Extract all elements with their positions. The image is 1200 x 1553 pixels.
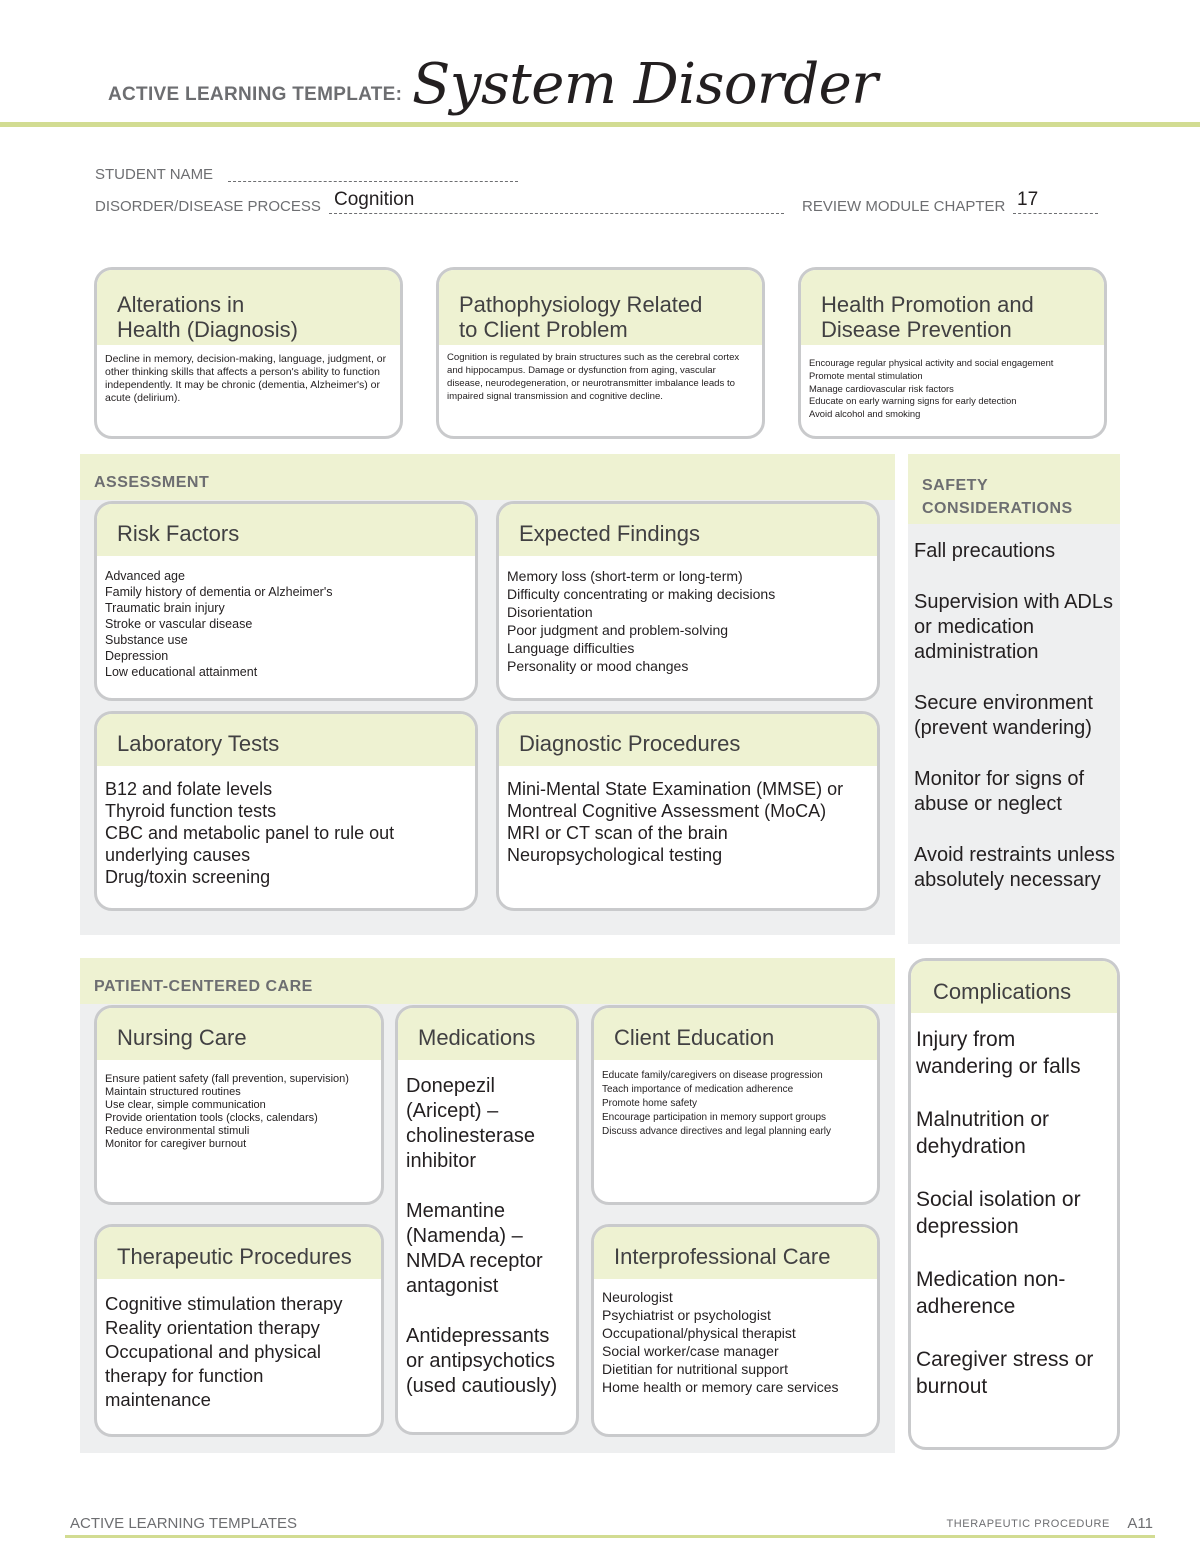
list-item: Encourage participation in memory support groups [602,1112,827,1123]
list-item: Educate on early warning signs for early detection [809,395,1017,407]
client-education-list [594,1060,877,1139]
complications-list [911,1013,1117,1400]
list-item: Stroke or vascular disease [105,617,253,631]
student-name-label: STUDENT NAME [95,166,214,183]
list-item: Advanced age [105,569,185,583]
list-item: Reduce environmental stimuli [105,1125,250,1137]
list-item: Mini-Mental State Examination (MMSE) or Montreal Cognitive Assessment (MoCA) [507,779,844,821]
alterations-box [94,267,403,439]
alterations-title-1: Alterations in [117,292,245,317]
pathophysiology-title-1: Pathophysiology Related [459,292,703,317]
list-item: Difficulty concentrating or making decisions [507,586,776,602]
list-item: Teach importance of medication adherence [602,1084,794,1095]
list-item: Fall precautions [914,540,1056,562]
expected-findings-box [496,501,880,701]
disorder-label: DISORDER/DISEASE PROCESS [95,198,321,215]
nursing-care-list [97,1060,381,1151]
diagnostic-procedures-box [496,711,880,911]
health-promotion-list [801,345,1104,421]
list-item: Neuropsychological testing [507,845,723,865]
list-item: Depression [105,649,169,663]
list-item: Caregiver stress or burnout [916,1348,1094,1398]
list-item: Ensure patient safety (fall prevention, supervision) [105,1073,349,1085]
list-item: Avoid alcohol and smoking [809,408,921,420]
list-item: Encourage regular physical activity and social engagement [809,357,1054,368]
list-item: Neurologist [602,1289,673,1305]
list-item: Traumatic brain injury [105,601,225,615]
list-item: Provide orientation tools (clocks, calendars) [105,1112,318,1124]
chapter-label: REVIEW MODULE CHAPTER [802,198,1006,215]
list-item: Poor judgment and problem-solving [507,622,729,638]
complications-title: Complications [911,961,1117,1013]
complications-box [908,958,1120,1450]
list-item: Memantine (Namenda) – NMDA receptor antagonist [406,1200,543,1297]
list-item: Social isolation or depression [916,1188,1081,1238]
list-item: Family history of dementia or Alzheimer's [105,585,333,599]
risk-factors-title: Risk Factors [97,504,475,556]
list-item: Discuss advance directives and legal planning early [602,1126,832,1137]
safety-label [922,474,1073,520]
safety-label-1: SAFETY [922,477,989,494]
therapeutic-procedures-title: Therapeutic Procedures [97,1227,381,1279]
diagnostic-procedures-title: Diagnostic Procedures [499,714,877,766]
list-item: B12 and folate levels [105,779,273,799]
health-promotion-title-2: Disease Prevention [821,317,1012,342]
student-name-field[interactable] [228,172,518,182]
client-education-box [591,1005,880,1205]
pathophysiology-body: Cognition is regulated by brain structures such as the cerebral cortex and hippocampus. Damage or dysfunction from aging, vascular disease, neurodegeneration, or neurotransmitter imbalance leads to impaired signal transmission and cognitive decline. [447,352,740,402]
list-item: Donepezil (Aricept) – cholinesterase inhibitor [406,1075,535,1172]
list-item: Promote home safety [602,1098,698,1109]
list-item: Promote mental stimulation [809,369,923,381]
list-item: Educate family/caregivers on disease progression [602,1070,823,1081]
list-item: Low educational attainment [105,665,258,679]
list-item: Substance use [105,633,188,647]
nursing-care-title: Nursing Care [97,1008,381,1060]
therapeutic-procedures-box [94,1224,384,1437]
safety-list [914,539,1116,919]
list-item: Drug/toxin screening [105,867,271,887]
medications-box [395,1005,579,1435]
chapter-value: 17 [1017,189,1039,210]
list-item: Monitor for caregiver burnout [105,1138,247,1150]
interprofessional-care-title: Interprofessional Care [594,1227,877,1279]
list-item: Thyroid function tests [105,801,277,821]
list-item: Avoid restraints unless absolutely necessary [914,844,1115,891]
list-item: Malnutrition or dehydration [916,1108,1050,1158]
risk-factors-box [94,501,478,701]
header-rule [0,122,1200,127]
interprofessional-care-box [591,1224,880,1437]
list-item: Dietitian for nutritional support [602,1361,788,1377]
health-promotion-title-1: Health Promotion and [821,292,1034,317]
list-item: Cognitive stimulation therapy [105,1293,343,1314]
footer-left: ACTIVE LEARNING TEMPLATES [70,1515,297,1532]
safety-label-2: CONSIDERATIONS [922,500,1073,517]
laboratory-tests-list [97,766,475,888]
list-item: CBC and metabolic panel to rule out underlying causes [105,823,395,865]
list-item: Personality or mood changes [507,658,689,674]
list-item: Supervision with ADLs or medication administration [914,591,1113,663]
laboratory-tests-title: Laboratory Tests [97,714,475,766]
list-item: Reality orientation therapy [105,1317,320,1338]
list-item: Home health or memory care services [602,1379,839,1395]
health-promotion-box [798,267,1107,439]
disorder-value: Cognition [334,189,415,210]
laboratory-tests-box [94,711,478,911]
expected-findings-title: Expected Findings [499,504,877,556]
patient-care-label: PATIENT-CENTERED CARE [94,978,313,995]
alterations-body: Decline in memory, decision-making, language, judgment, or other thinking skills that affects a person's ability to function independently. It may be chronic (dementia, Alzheimer's) or acute (delirium). [105,353,387,404]
risk-factors-list [97,556,475,680]
list-item: Maintain structured routines [105,1086,241,1098]
list-item: Memory loss (short-term or long-term) [507,568,743,584]
list-item: Language difficulties [507,640,635,656]
list-item: Antidepressants or antipsychotics (used cautiously) [406,1325,558,1397]
alterations-title-2: Health (Diagnosis) [117,317,298,342]
list-item: Occupational/physical therapist [602,1325,796,1341]
list-item: Monitor for signs of abuse or neglect [914,768,1085,815]
nursing-care-box [94,1005,384,1205]
medications-title: Medications [398,1008,576,1060]
list-item: MRI or CT scan of the brain [507,823,728,843]
expected-findings-list [499,556,877,675]
footer-rule [65,1535,1155,1538]
list-item: Disorientation [507,604,593,620]
list-item: Manage cardiovascular risk factors [809,382,954,394]
list-item: Social worker/case manager [602,1343,779,1359]
diagnostic-procedures-list [499,766,877,866]
page-title: System Disorder [412,52,878,117]
client-education-title: Client Education [594,1008,877,1060]
template-label: ACTIVE LEARNING TEMPLATE: [108,84,403,105]
pathophysiology-header [439,270,762,345]
page-number: A11 [1127,1515,1153,1532]
list-item: Psychiatrist or psychologist [602,1307,771,1323]
list-item: Secure environment (prevent wandering) [914,692,1093,739]
footer-right: THERAPEUTIC PROCEDURE [946,1518,1110,1530]
therapeutic-procedures-list [97,1279,381,1412]
list-item: Occupational and physical therapy for function maintenance [105,1341,321,1410]
medications-list [398,1060,576,1399]
interprofessional-care-list [594,1279,877,1396]
list-item: Injury from wandering or falls [916,1028,1081,1078]
pathophysiology-title-2: to Client Problem [459,317,628,342]
list-item: Medication non-adherence [916,1268,1066,1318]
pathophysiology-box [436,267,765,439]
health-promotion-header [801,270,1104,345]
assessment-label: ASSESSMENT [94,474,210,491]
list-item: Use clear, simple communication [105,1099,266,1111]
alterations-header [97,270,400,345]
